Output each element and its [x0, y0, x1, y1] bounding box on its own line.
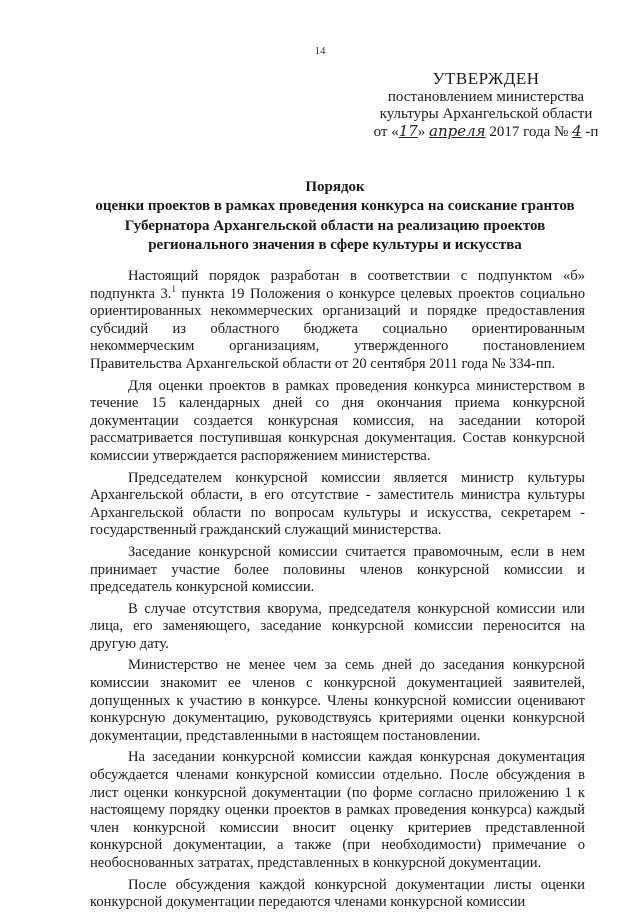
date-prefix: от «: [373, 124, 399, 140]
paragraph-1-text-a: Настоящий порядок разработан в соответствии с подпунктом «б» подпункта 3.: [90, 268, 585, 302]
document-title: [85, 178, 585, 255]
number-suffix: -п: [585, 124, 599, 140]
approval-date-line: [370, 123, 602, 141]
paragraph-1-text-b: пункта 19 Положения о конкурсе целевых проектов социально ориентированных некоммерческих организаций и порядке предоставления субсидий из областного бюджета социально ориентированным некоммерческим организациям, утвержденного постановлением Правительства Архангельской области от 20 сентября 2011 года № 334-пп.: [90, 285, 586, 372]
paragraph-4: Заседание конкурсной комиссии считается правомочным, если в нем принимает участие более половины членов конкурсной комиссии и председатель конкурсной комиссии.: [90, 543, 585, 596]
paragraph-2: Для оценки проектов в рамках проведения конкурса министерством в течение 15 календарных дней со дня окончания приема конкурсной документации создается конкурсная комиссия, на заседании которой рассматривается поступившая конкурсная документация. Состав конкурсной комиссии утверждается распоряжением министерства.: [90, 377, 585, 464]
paragraph-8: После обсуждения каждой конкурсной документации листы оценки конкурсной документации передаются членами конкурсной комиссии: [90, 876, 585, 911]
paragraph-1-superscript: 1: [171, 283, 176, 294]
title-line-3: Губернатора Архангельской области на реализацию проектов: [124, 217, 546, 234]
handwritten-month: апреля: [429, 122, 486, 140]
handwritten-number: 4: [572, 122, 582, 140]
paragraph-5: В случае отсутствия кворума, председателя конкурсной комиссии или лица, его заменяющего, заседание конкурсной комиссии переносится на другую дату.: [90, 600, 585, 652]
handwritten-day: 17: [398, 122, 418, 140]
title-line-4: регионального значения в сфере культуры и искусства: [148, 236, 522, 253]
date-mid: »: [417, 124, 426, 140]
paragraph-7: На заседании конкурсной комиссии каждая конкурсная документация обсуждается членами конкурсной комиссии отдельно. После обсуждения в лист оценки конкурсной документации (по форме согласно приложению 1 к настоящему порядку оценки проектов в рамках проведения конкурса) каждый член конкурсной комиссии вносит оценку критериев представленной конкурсной документации, а также (при необходимости) примечание о необоснованных затратах, представленных в конкурсной документации.: [90, 749, 585, 871]
title-line-1: Порядок: [305, 179, 365, 195]
paragraph-1: [90, 268, 585, 374]
approval-line-2: культуры Архангельской области: [379, 106, 593, 122]
paragraph-3: Председателем конкурсной комиссии является министр культуры Архангельской области, в его отсутствие - заместитель министра культуры Архангельской области по вопросам культуры и искусства, секретарем - государственный гражданский служащий министерства.: [90, 469, 585, 539]
document-body: [90, 268, 585, 916]
approval-stamp: [370, 70, 602, 141]
paragraph-6: Министерство не менее чем за семь дней до заседания конкурсной комиссии знакомит ее членов с конкурсной документацией заявителей, допущенных к участию в конкурсе. Члены конкурсной комиссии оценивают конкурсную документацию, руководствуясь критериями оценки конкурсной документации, представленными в настоящем постановлении.: [90, 657, 585, 744]
approval-heading: УТВЕРЖДЕН: [432, 69, 540, 88]
page-number: 14: [314, 45, 326, 57]
title-line-2: оценки проектов в рамках проведения конкурса на соискание грантов: [95, 198, 575, 215]
year-text: 2017 года №: [489, 124, 569, 140]
approval-line-1: постановлением министерства: [387, 89, 585, 105]
